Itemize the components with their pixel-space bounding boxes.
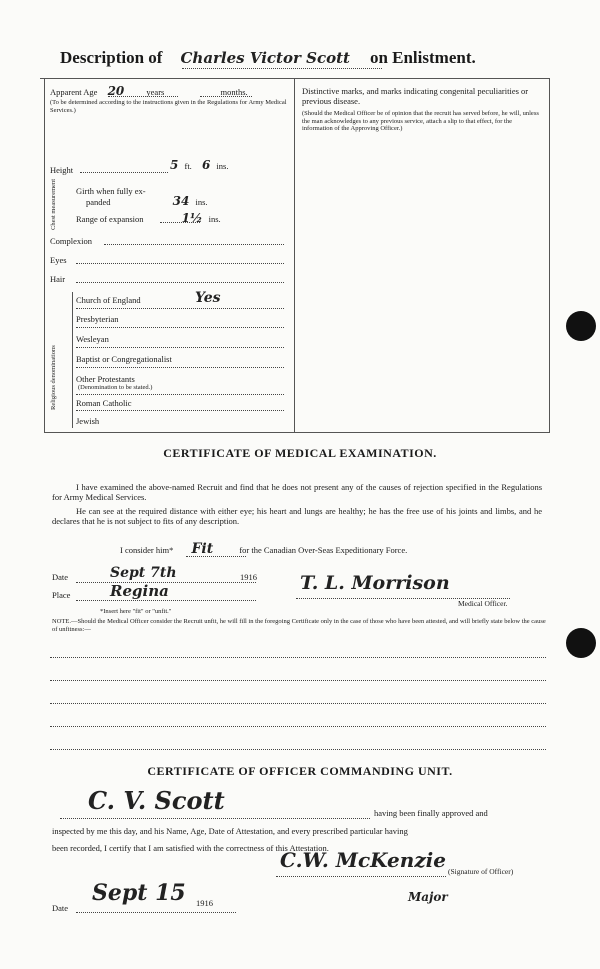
age-line [108,96,178,97]
range-label: Range of expansion [76,214,144,224]
hair-label: Hair [50,274,66,284]
religion-line [76,394,284,395]
height-label: Height [50,165,74,175]
religion-mark: Yes [195,290,221,306]
consider-row [120,541,540,557]
officer-name-value: C. V. Scott [88,786,225,815]
left-frame [44,78,45,433]
consider-line [186,556,246,557]
eyes-label: Eyes [50,255,67,265]
religion-line [76,410,284,411]
medical-para-2: He can see at the required distance with either eye; his heart and lungs are healthy; he has the free use of his joints and limbs, and he declares that he is not subject to fits of any description. [52,506,542,526]
other-protestants-note: (Denomination to be stated.) [78,384,153,391]
marks-label: Distinctive marks, and marks indicating congenital peculiarities or previous disease. [302,86,529,106]
religion-bracket [72,292,73,428]
officer-signature-label: (Signature of Officer) [448,867,514,876]
religion-item: Presbyterian [76,314,119,324]
unfitness-line [50,680,546,681]
chest-label: Chest measurement [50,178,57,230]
age-note: (To be determined according to the instructions given in the Regulations for Army Medical Services.) [50,99,287,114]
unfitness-line [50,703,546,704]
medical-date-value: Sept 7th [110,565,177,581]
religion-item: Church of England [76,295,141,305]
hair-line [76,282,284,283]
insert-note: *Insert here "fit" or "unfit." [100,608,172,615]
religion-item: Jewish [76,416,100,426]
religion-line [76,367,284,368]
top-rule [40,78,550,79]
medical-place-line [76,600,256,601]
medical-officer-label: Medical Officer. [458,599,508,608]
religion-line [76,327,284,328]
girth-label: Girth when fully ex- [76,186,146,196]
range-value: 1½ [181,211,203,225]
girth-row [86,196,286,207]
medical-place-value: Regina [110,582,169,600]
apparent-age-label: Apparent Age [50,87,98,97]
medical-date-label: Date [52,572,69,582]
officer-date-label: Date [52,903,69,913]
religion-item: Roman Catholic [76,398,132,408]
religion-label: Religious denominations [50,345,57,410]
officer-signature: C.W. McKenzie [280,848,447,872]
apparent-age-value: 20 [107,84,125,98]
officer-rank: Major [408,890,448,904]
height-row [170,160,290,171]
marks-note: (Should the Medical Officer be of opinion that the recruit has served before, he will, unless the man acknowledges to any previous service, attach a slip to that effect, for the information of the Approving Officer.) [302,110,539,132]
range-unit: ins. [208,214,221,224]
right-frame [549,78,550,433]
officer-line-3: been recorded, I certify that I am satisfied with the correctness of this Attestation. [52,843,329,853]
girth-label-2: panded [86,197,111,207]
punch-hole-top [566,311,596,341]
religion-item: Wesleyan [76,334,109,344]
officer-name-line [60,818,370,819]
consider-value: Fit [191,541,214,557]
height-ft-value: 5 [170,158,179,172]
medical-signature: T. L. Morrison [300,572,450,594]
months-line [200,96,252,97]
height-ft-label: ft. [184,161,192,171]
religion-line [76,308,284,309]
medical-note: NOTE.—Should the Medical Officer consider the Recruit unfit, he will fill in the foregoing Certificate only in the case of those who have been attested, and will briefly state below the cause of unfitness:— [52,618,546,633]
officer-year-value: 1916 [196,898,213,908]
officer-signature-line [276,876,446,877]
table-bottom-rule [44,432,550,433]
girth-value: 34 [172,194,190,208]
months-label: months. [220,87,248,97]
religion-line [76,347,284,348]
medical-para-1: I have examined the above-named Recruit and find that he does not present any of the causes of rejection specified in the Regulations for Army Medical Services. [52,482,542,502]
medical-year-value: 1916 [240,572,257,582]
officer-date-value: Sept 15 [92,880,186,906]
officer-date-line [76,912,236,913]
unfitness-line [50,726,546,727]
eyes-line [76,263,284,264]
complexion-line [104,244,284,245]
officer-line-2: inspected by me this day, and his Name, Age, Date of Attestation, and every prescribed particular having [52,826,408,836]
column-divider [294,78,295,433]
header-name: Charles Victor Scott [180,49,350,67]
height-in-value: 6 [201,158,211,172]
header-name-line [182,68,382,69]
complexion-label: Complexion [50,236,93,246]
officer-title: CERTIFICATE OF OFFICER COMMANDING UNIT. [147,764,453,778]
header-prefix: Description of [60,48,163,67]
consider-prefix: I consider him* [120,545,174,555]
medical-title: CERTIFICATE OF MEDICAL EXAMINATION. [163,446,437,460]
consider-suffix: for the Canadian Over-Seas Expeditionary Force. [239,545,408,555]
girth-unit: ins. [195,197,208,207]
unfitness-line [50,657,546,658]
header-suffix: on Enlistment. [369,48,476,67]
medical-place-label: Place [52,590,71,600]
range-line [160,222,200,223]
punch-hole-bottom [566,628,596,658]
height-in-label: ins. [216,161,229,171]
height-line [80,172,168,173]
years-label: years [146,87,165,97]
unfitness-line [50,749,546,750]
religion-item: Other Protestants [76,374,135,384]
religion-item: Baptist or Congregationalist [76,354,172,364]
officer-line-1: having been finally approved and [374,808,488,818]
